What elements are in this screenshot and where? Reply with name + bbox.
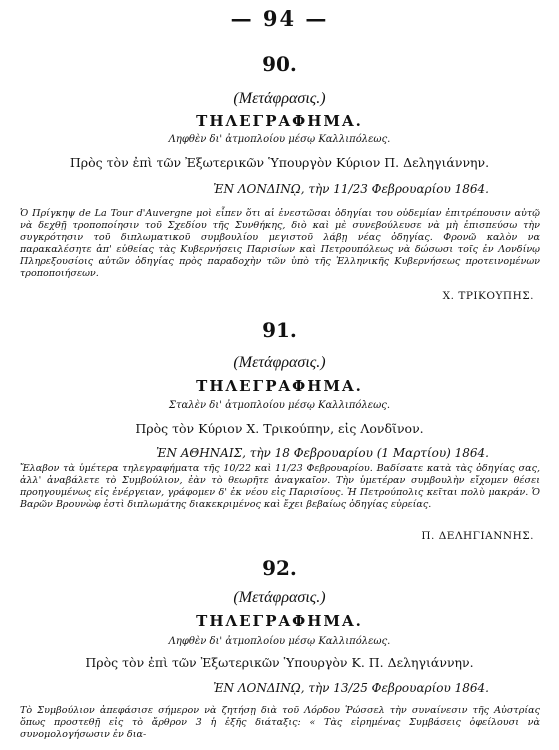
recipient-line: Πρὸς τὸν ἐπὶ τῶν Ἐξωτερικῶν Ὑπουργὸν Κύριον Π. Δεληγιάννην. (69, 155, 490, 170)
signature: Π. ΔΕΛΗΓΙΑΝΝΗΣ. (421, 530, 534, 542)
signature: Χ. ΤΡΙΚΟΥΠΗΣ. (442, 290, 534, 302)
recipient-line: Πρὸς τὸν ἐπὶ τῶν Ἐξωτερικῶν Ὑπουργὸν Κ. Π. Δεληγιάννην. (85, 655, 474, 670)
place-date-line: ἘΝ ΛΟΝΔΙΝῼ, τὴν 11/23 Φεβρουαρίου 1864. (213, 182, 489, 196)
sent-via-line: Σταλὲν δι' ἀτμοπλοίου μέσῳ Καλλιπόλεως. (168, 400, 391, 411)
document-number: 90. (262, 52, 297, 76)
telegram-heading: ΤΗΛΕΓΡΑΦΗΜΑ. (196, 612, 363, 630)
telegram-heading: ΤΗΛΕΓΡΑΦΗΜΑ. (196, 377, 363, 395)
page-number: — 94 — (230, 6, 329, 31)
translation-label: (Μετάφρασις.) (233, 90, 326, 107)
telegram-body: Ἔλαβον τὰ ὑμέτερα τηλεγραφήματα τῆς 10/22 καὶ 11/23 Φεβρουαρίου. Βαδίσατε κατὰ τὰς ὁδηγίας σας, ἀλλ' ἀναβάλετε τὸ Συμβούλιον, ἐὰν τὸ θεωρῆτε ἀναγκαῖον. Τὴν ὑμετέραν συμβουλὴν εἴχομεν θέσει προηγουμένως εἰς ἐνέργειαν, γράφομεν δ' ἐκ νέου εἰς Παρισίους. Ἡ Πετρούπολις κεῖται πολὺ μακράν. Ὁ Βαρῶν Βρουνὼφ ἐστὶ διπλωμάτης διακεκριμένος καὶ ἔχει βεβαίως ὁδηγίας εὐρείας. (20, 463, 540, 510)
sent-via-line: Ληφθὲν δι' ἀτμοπλοίου μέσῳ Καλλιπόλεως. (168, 636, 391, 647)
translation-label: (Μετάφρασις.) (233, 354, 326, 371)
translation-label: (Μετάφρασις.) (233, 589, 326, 606)
telegram-body: Τὸ Συμβούλιον ἀπεφάσισε σήμερον νὰ ζητήσῃ διὰ τοῦ Λόρδου Ῥώσσελ τὴν συναίνεσιν τῆς Αὐστρίας ὅπως προστεθῇ εἰς τὸ ἄρθρον 3 ἡ ἑξῆς διάταξις: « Τὰς εἰρημένας Συμβάσεις ὀφείλουσι νὰ συνομολογήσωσιν ἐν δια- (20, 705, 540, 740)
sent-via-line: Ληφθὲν δι' ἀτμοπλοίου μέσῳ Καλλιπόλεως. (168, 134, 391, 145)
telegram-heading: ΤΗΛΕΓΡΑΦΗΜΑ. (196, 112, 363, 130)
place-date-line: ἘΝ ΑΘΗΝΑΙΣ, τὴν 18 Φεβρουαρίου (1 Μαρτίου) 1864. (156, 446, 489, 460)
place-date-line: ἘΝ ΛΟΝΔΙΝῼ, τὴν 13/25 Φεβρουαρίου 1864. (213, 681, 489, 695)
document-number: 92. (262, 556, 297, 580)
recipient-line: Πρὸς τὸν Κύριον Χ. Τρικούπην, εἰς Λονδῖνον. (135, 421, 424, 436)
document-number: 91. (262, 318, 297, 342)
telegram-body: Ὁ Πρίγκηψ de La Tour d'Auvergne μοὶ εἶπεν ὅτι αἱ ἐνεστῶσαι ὁδηγίαι του οὐδεμίαν ἐπιτρέπουσιν αὐτῷ νὰ δεχθῇ τροποποίησιν τοῦ Σχεδίου τῆς Συνθήκης, διὸ καὶ μὲ συνεβούλευσε νὰ μὴ ἐπισπεύσω τὴν συγκρότησιν τοῦ διπλωματικοῦ συμβουλίου μεγιστοῦ λάβῃ νέας ὁδηγίας. Φρονῶ καλὸν να παρακαλέσητε ἀπ' εὐθείας τὰς Κυβερνήσεις Παρισίων καὶ Πετρουπόλεως νὰ δώσωσι τοῖς ἐν Λονδίνῳ Πληρεξουσίοις αὐτῶν ὁδηγίας πρὸς παραδοχὴν τῶν ὑπὸ τῆς Ἑλληνικῆς Κυβερνήσεως προτεινομένων τροποποιήσεων. (20, 208, 540, 279)
